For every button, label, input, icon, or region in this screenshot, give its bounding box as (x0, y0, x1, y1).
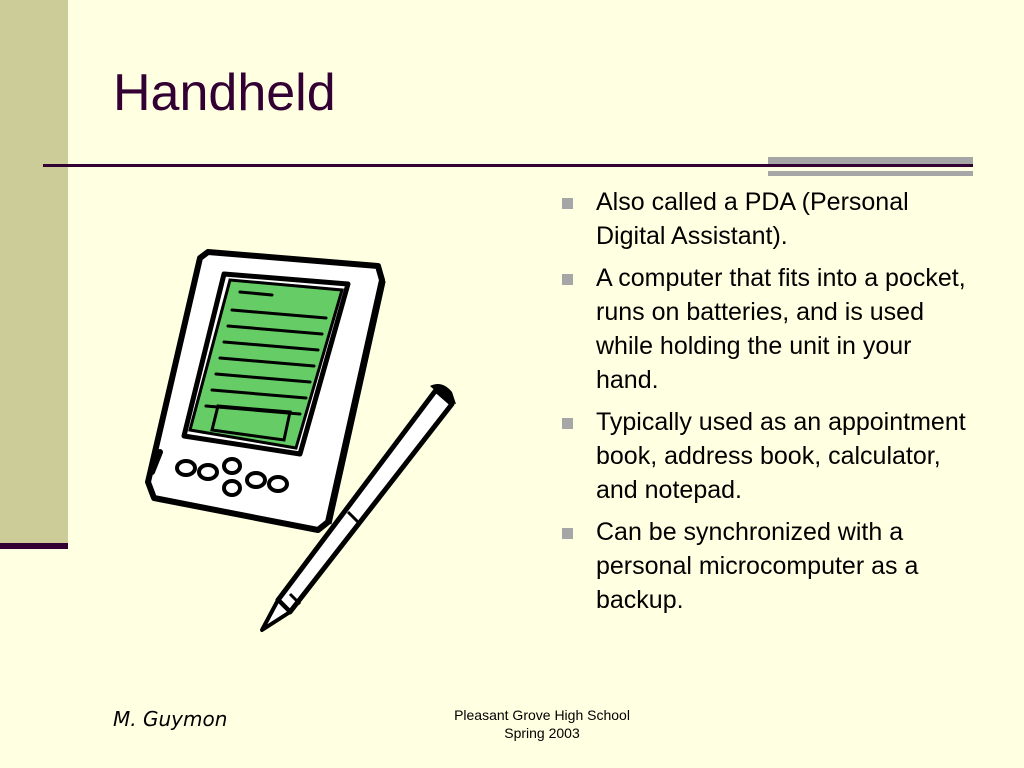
list-item (560, 185, 980, 253)
slide-title: Handheld (113, 64, 336, 122)
bullet-icon (562, 528, 573, 539)
side-band (0, 0, 68, 545)
list-item (560, 261, 980, 397)
bullet-icon (562, 198, 573, 209)
footer-term: Spring 2003 (504, 725, 580, 741)
footer-school: Pleasant Grove High School (454, 707, 630, 723)
accent-bar-top (768, 157, 973, 164)
list-item (560, 515, 980, 617)
list-item (560, 405, 980, 507)
bullet-text: Also called a PDA (Personal Digital Assistant). (596, 188, 909, 250)
footer-author: M. Guymon (113, 707, 228, 731)
side-rule (0, 543, 68, 549)
accent-bar-bottom (768, 171, 973, 176)
bullet-icon (562, 274, 573, 285)
pda-with-stylus-icon (140, 240, 470, 640)
bullet-text: A computer that fits into a pocket, runs on batteries, and is used while holding the unit in your hand. (596, 264, 966, 394)
bullet-text: Can be synchronized with a personal microcomputer as a backup. (596, 518, 919, 614)
bullet-list (560, 185, 980, 625)
bullet-icon (562, 418, 573, 429)
footer-center (420, 706, 664, 742)
accent-bars (768, 157, 973, 179)
bullet-text: Typically used as an appointment book, address book, calculator, and notepad. (596, 408, 966, 504)
